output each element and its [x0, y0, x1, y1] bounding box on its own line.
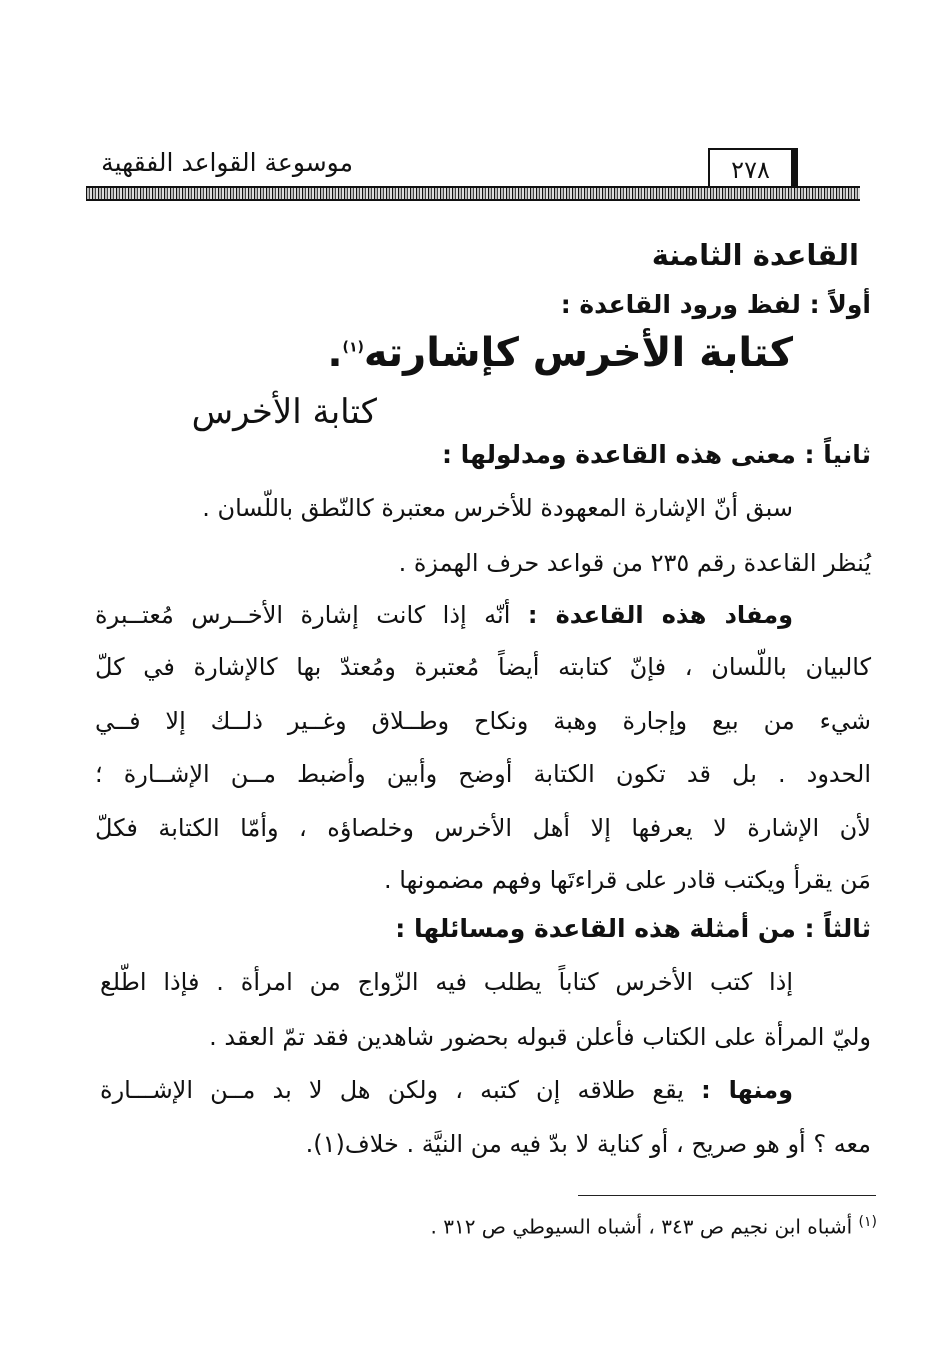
paragraph-line: كالبيان باللّسان ، فإنّ كتابته أيضاً مُعتبرة ومُعتدّ بها كالإشارة في كلّ — [95, 653, 871, 681]
section-heading-second: ثانياً : معنى هذه القاعدة ومدلولها : — [441, 440, 871, 469]
paragraph-text: يقع طلاقه إن كتبه ، ولكن هل لا بد مــن الإشـــارة — [100, 1076, 684, 1104]
paragraph-label: ومفاد هذه القاعدة : — [527, 601, 793, 629]
handwritten-note: كتابة الأخرس — [191, 392, 377, 432]
footnote-text: أشباه ابن نجيم ص ٣٤٣ ، أشباه السيوطي ص ٣١٢ . — [430, 1214, 853, 1239]
section-heading-first: أولاً : لفظ ورود القاعدة : — [560, 290, 871, 319]
paragraph-line: الحدود . بل قد تكون الكتابة أوضح وأبين وأضبط مــن الإشــارة ؛ — [95, 760, 871, 788]
paragraph-line: سبق أنّ الإشارة المعهودة للأخرس معتبرة كالنّطق باللّسان . — [202, 494, 793, 522]
paragraph-line: وليّ المرأة على الكتاب فأعلن قبوله بحضور شاهدين فقد تمّ العقد . — [209, 1023, 871, 1051]
paragraph-line: مَن يقرأ ويكتب قادر على قراءتَها وفهم مضمونها . — [384, 866, 871, 894]
rule-statement-text: كتابة الأخرس كإشارته — [363, 330, 793, 376]
paragraph-line — [95, 601, 793, 629]
paragraph-line: يُنظر القاعدة رقم ٢٣٥ من قواعد حرف الهمزة . — [398, 549, 871, 577]
page-number: ٢٧٨ — [708, 148, 798, 192]
header-rule — [86, 186, 860, 201]
rule-statement-end: . — [327, 330, 343, 376]
paragraph-text: معه ؟ أو هو صريح ، أو كناية لا بدّ فيه من النيَّة . خلاف — [344, 1130, 871, 1158]
footnote-separator — [578, 1195, 876, 1196]
section-heading-third: ثالثاً : من أمثلة هذه القاعدة ومسائلها : — [395, 914, 871, 943]
rule-footnote-marker: (١) — [342, 339, 364, 356]
paragraph-end: . — [305, 1130, 314, 1158]
paragraph-line: لأن الإشارة لا يعرفها إلا أهل الأخرس وخلصاؤه ، وأمّا الكتابة فكلّ — [95, 814, 871, 842]
rule-heading: القاعدة الثامنة — [651, 238, 859, 272]
book-title: موسوعة القواعد الفقهية — [101, 148, 353, 177]
paragraph-label: ومنها : — [701, 1076, 793, 1104]
paragraph-line: شيء من بيع وإجارة وهبة ونكاح وطــلاق وغــير ذلــك إلا فــي — [95, 707, 871, 735]
paragraph-line — [306, 1130, 871, 1158]
footnote — [430, 1214, 877, 1239]
rule-statement — [327, 330, 793, 376]
inline-footnote-marker: (١) — [313, 1130, 345, 1158]
paragraph-line — [100, 1076, 793, 1104]
paragraph-line: إذا كتب الأخرس كتاباً يطلب فيه الزّواج من امرأة . فإذا اطّلع — [100, 968, 793, 996]
footnote-marker: (١) — [858, 1214, 877, 1230]
paragraph-text: أنّه إذا كانت إشارة الأخــرس مُعتــبرة — [95, 601, 511, 629]
